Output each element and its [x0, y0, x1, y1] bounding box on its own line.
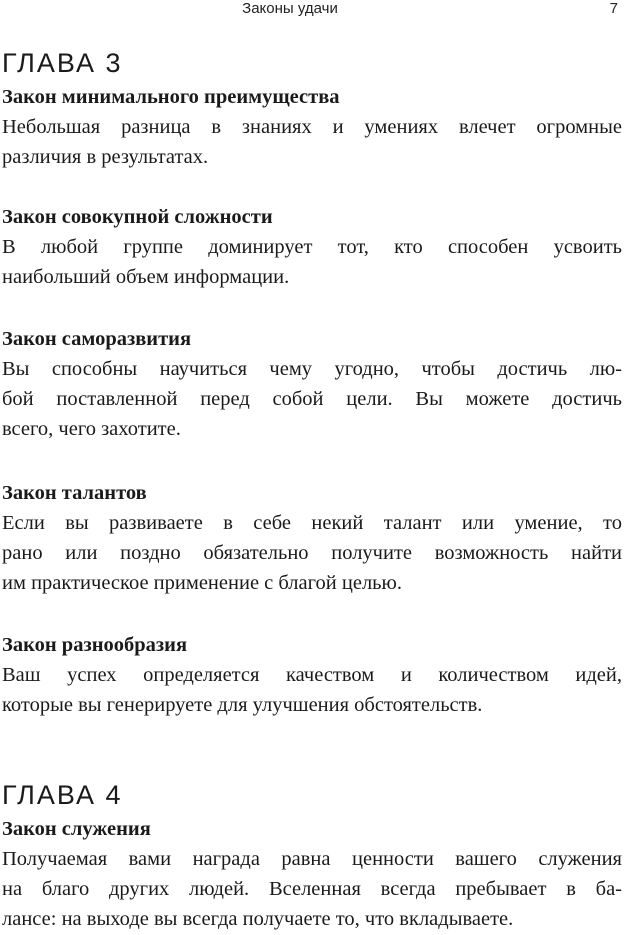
chapter-3-heading: ГЛАВА 3	[2, 48, 123, 78]
law-self-development	[2, 324, 622, 444]
text-line: Вы способны научиться чему угодно, чтобы достичь лю-	[2, 358, 622, 380]
text-line: которые вы генерируете для улучшения обстоятельств.	[2, 694, 483, 716]
law-cumulative-complexity	[2, 202, 622, 292]
text-line: различия в результатах.	[2, 146, 209, 168]
law-text	[2, 660, 622, 720]
law-text	[2, 354, 622, 444]
law-title: Закон разнообразия	[2, 634, 188, 656]
text-line: Получаемая вами награда равна ценности вашего служения	[2, 848, 622, 870]
law-title: Закон саморазвития	[2, 328, 192, 350]
law-title: Закон минимального преимущества	[2, 86, 340, 108]
law-talents	[2, 478, 622, 598]
running-head	[0, 0, 624, 22]
text-line: Небольшая разница в знаниях и умениях влечет огромные	[2, 116, 622, 138]
law-text	[2, 844, 622, 934]
text-line: Если вы развиваете в себе некий талант или умение, то	[2, 512, 622, 534]
law-text	[2, 508, 622, 598]
law-text	[2, 112, 622, 172]
running-title: Законы удачи	[242, 0, 338, 17]
text-line: на благо других людей. Вселенная всегда пребывает в ба-	[2, 878, 622, 900]
text-line: рано или поздно обязательно получите возможность найти	[2, 542, 622, 564]
law-title: Закон служения	[2, 818, 151, 840]
text-line: Ваш успех определяется качеством и количеством идей,	[2, 664, 622, 686]
law-service	[2, 814, 622, 934]
page-number: 7	[609, 0, 618, 17]
text-line: им практическое применение с благой целью.	[2, 572, 402, 594]
text-line: всего, чего захотите.	[2, 418, 181, 440]
law-minimal-advantage	[2, 82, 622, 172]
chapter-4-heading: ГЛАВА 4	[2, 780, 123, 810]
law-text	[2, 232, 622, 292]
law-diversity	[2, 630, 622, 720]
text-line: В любой группе доминирует тот, кто способен усвоить	[2, 236, 622, 258]
text-line: бой поставленной перед собой цели. Вы можете достичь	[2, 388, 622, 410]
law-title: Закон совокупной сложности	[2, 206, 273, 228]
law-title: Закон талантов	[2, 482, 147, 504]
text-line: лансе: на выходе вы всегда получаете то, что вкладываете.	[2, 908, 514, 930]
text-line: наибольший объем информации.	[2, 266, 290, 288]
